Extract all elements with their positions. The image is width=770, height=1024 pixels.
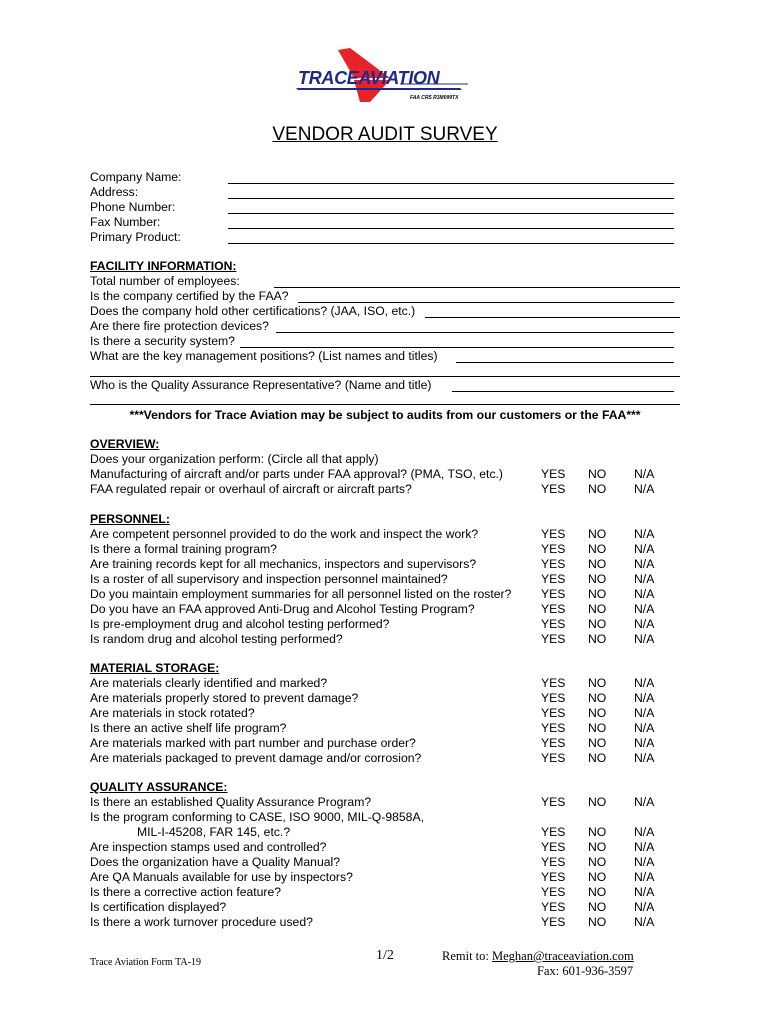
answer-yes[interactable]: YES bbox=[541, 855, 566, 869]
answer-na[interactable]: N/A bbox=[634, 557, 655, 571]
remit-label: Remit to: bbox=[442, 949, 492, 963]
answer-yes[interactable]: YES bbox=[541, 915, 566, 929]
security-line[interactable] bbox=[240, 347, 674, 348]
answer-no[interactable]: NO bbox=[588, 676, 607, 690]
answer-no[interactable]: NO bbox=[588, 915, 607, 929]
answer-no[interactable]: NO bbox=[588, 855, 607, 869]
material-question: Are materials in stock rotated? bbox=[90, 706, 255, 720]
answer-yes[interactable]: YES bbox=[541, 706, 566, 720]
material-question: Are materials packaged to prevent damage and/or corrosion? bbox=[90, 751, 422, 765]
personnel-question: Are competent personnel provided to do the work and inspect the work? bbox=[90, 527, 479, 541]
qa-rep-line-2[interactable] bbox=[90, 404, 680, 405]
answer-no[interactable]: NO bbox=[588, 721, 607, 735]
answer-na[interactable]: N/A bbox=[634, 795, 655, 809]
answer-no[interactable]: NO bbox=[588, 602, 607, 616]
fax-number: Fax: 601-936-3597 bbox=[537, 964, 634, 978]
personnel-question: Do you have an FAA approved Anti-Drug and Alcohol Testing Program? bbox=[90, 602, 475, 616]
answer-no[interactable]: NO bbox=[588, 825, 607, 839]
answer-na[interactable]: N/A bbox=[634, 691, 655, 705]
material-question: Is there an active shelf life program? bbox=[90, 721, 287, 735]
answer-no[interactable]: NO bbox=[588, 617, 607, 631]
facility-qa-rep: Who is the Quality Assurance Representative? (Name and title) bbox=[90, 378, 432, 392]
personnel-heading: PERSONNEL: bbox=[90, 512, 170, 526]
overview-intro: Does your organization perform: (Circle all that apply) bbox=[90, 452, 379, 466]
form-number: Trace Aviation Form TA-19 bbox=[90, 957, 201, 968]
answer-na[interactable]: N/A bbox=[634, 721, 655, 735]
answer-na[interactable]: N/A bbox=[634, 885, 655, 899]
fire-line[interactable] bbox=[276, 332, 674, 333]
answer-yes[interactable]: YES bbox=[541, 885, 566, 899]
qa-question: Is there an established Quality Assurance Program? bbox=[90, 795, 372, 809]
answer-yes[interactable]: YES bbox=[541, 840, 566, 854]
field-label-phone: Phone Number: bbox=[90, 200, 176, 214]
answer-yes[interactable]: YES bbox=[541, 676, 566, 690]
answer-yes[interactable]: YES bbox=[541, 572, 566, 586]
qa-rep-line[interactable] bbox=[452, 391, 674, 392]
facility-faa: Is the company certified by the FAA? bbox=[90, 289, 289, 303]
remit-email-link[interactable]: Meghan@traceaviation.com bbox=[492, 949, 634, 963]
answer-yes[interactable]: YES bbox=[541, 542, 566, 556]
field-label-address: Address: bbox=[90, 185, 139, 199]
product-line[interactable] bbox=[228, 243, 674, 244]
answer-yes[interactable]: YES bbox=[541, 527, 566, 541]
qa-question: Is certification displayed? bbox=[90, 900, 227, 914]
answer-yes[interactable]: YES bbox=[541, 736, 566, 750]
facility-security: Is there a security system? bbox=[90, 334, 235, 348]
answer-na[interactable]: N/A bbox=[634, 706, 655, 720]
answer-na[interactable]: N/A bbox=[634, 602, 655, 616]
personnel-question: Do you maintain employment summaries for all personnel listed on the roster? bbox=[90, 587, 512, 601]
answer-na[interactable]: N/A bbox=[634, 751, 655, 765]
employees-line[interactable] bbox=[274, 287, 680, 288]
personnel-question: Is pre-employment drug and alcohol testing performed? bbox=[90, 617, 390, 631]
material-question: Are materials clearly identified and marked? bbox=[90, 676, 328, 690]
answer-no[interactable]: NO bbox=[588, 467, 607, 481]
overview-question: FAA regulated repair or overhaul of aircraft or aircraft parts? bbox=[90, 482, 412, 496]
answer-na[interactable]: N/A bbox=[634, 855, 655, 869]
management-line[interactable] bbox=[456, 362, 674, 363]
personnel-question: Is random drug and alcohol testing performed? bbox=[90, 632, 343, 646]
answer-no[interactable]: NO bbox=[588, 736, 607, 750]
answer-yes[interactable]: YES bbox=[541, 825, 566, 839]
answer-no[interactable]: NO bbox=[588, 587, 607, 601]
qa-question: Does the organization have a Quality Manual? bbox=[90, 855, 340, 869]
field-label-product: Primary Product: bbox=[90, 230, 181, 244]
answer-yes[interactable]: YES bbox=[541, 602, 566, 616]
logo-certificate: FAA CRS R3M099TX bbox=[410, 95, 459, 101]
answer-na[interactable]: N/A bbox=[634, 542, 655, 556]
trace-aviation-logo bbox=[290, 44, 480, 114]
answer-yes[interactable]: YES bbox=[541, 721, 566, 735]
management-line-2[interactable] bbox=[90, 376, 680, 377]
field-label-company: Company Name: bbox=[90, 170, 182, 184]
answer-na[interactable]: N/A bbox=[634, 870, 655, 884]
answer-na[interactable]: N/A bbox=[634, 467, 655, 481]
answer-yes[interactable]: YES bbox=[541, 632, 566, 646]
answer-no[interactable]: NO bbox=[588, 557, 607, 571]
answer-no[interactable]: NO bbox=[588, 542, 607, 556]
answer-yes[interactable]: YES bbox=[541, 587, 566, 601]
facility-employees: Total number of employees: bbox=[90, 274, 240, 288]
answer-no[interactable]: NO bbox=[588, 840, 607, 854]
faa-line[interactable] bbox=[298, 302, 674, 303]
qa-question: Are QA Manuals available for use by inspectors? bbox=[90, 870, 353, 884]
qa-question: Is there a work turnover procedure used? bbox=[90, 915, 313, 929]
field-label-fax: Fax Number: bbox=[90, 215, 161, 229]
fax-line[interactable] bbox=[228, 228, 674, 229]
answer-na[interactable]: N/A bbox=[634, 840, 655, 854]
answer-no[interactable]: NO bbox=[588, 632, 607, 646]
answer-na[interactable]: N/A bbox=[634, 587, 655, 601]
material-question: Are materials properly stored to prevent damage? bbox=[90, 691, 359, 705]
answer-na[interactable]: N/A bbox=[634, 572, 655, 586]
overview-question: Manufacturing of aircraft and/or parts under FAA approval? (PMA, TSO, etc.) bbox=[90, 467, 503, 481]
answer-yes[interactable]: YES bbox=[541, 870, 566, 884]
personnel-question: Is a roster of all supervisory and inspection personnel maintained? bbox=[90, 572, 448, 586]
answer-no[interactable]: NO bbox=[588, 885, 607, 899]
answer-na[interactable]: N/A bbox=[634, 736, 655, 750]
answer-na[interactable]: N/A bbox=[634, 632, 655, 646]
facility-fire: Are there fire protection devices? bbox=[90, 319, 269, 333]
answer-yes[interactable]: YES bbox=[541, 691, 566, 705]
material-question: Are materials marked with part number and purchase order? bbox=[90, 736, 416, 750]
qa-question-continued: MIL-I-45208, FAR 145, etc.? bbox=[137, 825, 291, 839]
answer-na[interactable]: N/A bbox=[634, 915, 655, 929]
answer-no[interactable]: NO bbox=[588, 751, 607, 765]
facility-heading: FACILITY INFORMATION: bbox=[90, 259, 237, 273]
answer-yes[interactable]: YES bbox=[541, 795, 566, 809]
answer-yes[interactable]: YES bbox=[541, 467, 566, 481]
answer-no[interactable]: NO bbox=[588, 482, 607, 496]
answer-na[interactable]: N/A bbox=[634, 900, 655, 914]
answer-no[interactable]: NO bbox=[588, 572, 607, 586]
qa-question: Are inspection stamps used and controlled? bbox=[90, 840, 327, 854]
answer-yes[interactable]: YES bbox=[541, 751, 566, 765]
personnel-question: Is there a formal training program? bbox=[90, 542, 277, 556]
material-heading: MATERIAL STORAGE: bbox=[90, 661, 220, 675]
answer-no[interactable]: NO bbox=[588, 527, 607, 541]
logo-wordmark: TRACEAVIATION bbox=[298, 68, 440, 88]
page-number: 1/2 bbox=[376, 948, 394, 963]
answer-no[interactable]: NO bbox=[588, 795, 607, 809]
facility-certifications: Does the company hold other certifications? (JAA, ISO, etc.) bbox=[90, 304, 416, 318]
answer-yes[interactable]: YES bbox=[541, 900, 566, 914]
page-title: VENDOR AUDIT SURVEY bbox=[272, 124, 498, 145]
personnel-question: Are training records kept for all mechanics, inspectors and supervisors? bbox=[90, 557, 477, 571]
answer-na[interactable]: N/A bbox=[634, 482, 655, 496]
certifications-line[interactable] bbox=[425, 317, 680, 318]
answer-no[interactable]: NO bbox=[588, 900, 607, 914]
answer-yes[interactable]: YES bbox=[541, 482, 566, 496]
qa-question: Is there a corrective action feature? bbox=[90, 885, 282, 899]
facility-management: What are the key management positions? (List names and titles) bbox=[90, 349, 438, 363]
answer-na[interactable]: N/A bbox=[634, 527, 655, 541]
answer-na[interactable]: N/A bbox=[634, 676, 655, 690]
audit-notice: ***Vendors for Trace Aviation may be subject to audits from our customers or the FAA*** bbox=[129, 408, 641, 422]
phone-line[interactable] bbox=[228, 213, 674, 214]
answer-na[interactable]: N/A bbox=[634, 617, 655, 631]
answer-yes[interactable]: YES bbox=[541, 617, 566, 631]
answer-yes[interactable]: YES bbox=[541, 557, 566, 571]
address-line[interactable] bbox=[228, 198, 674, 199]
overview-heading: OVERVIEW: bbox=[90, 437, 160, 451]
qa-question: Is the program conforming to CASE, ISO 9000, MIL-Q-9858A, bbox=[90, 810, 424, 824]
company-name-line[interactable] bbox=[228, 183, 674, 184]
remit-to bbox=[442, 949, 634, 964]
answer-no[interactable]: NO bbox=[588, 691, 607, 705]
answer-no[interactable]: NO bbox=[588, 870, 607, 884]
qa-heading: QUALITY ASSURANCE: bbox=[90, 780, 228, 794]
answer-no[interactable]: NO bbox=[588, 706, 607, 720]
answer-na[interactable]: N/A bbox=[634, 825, 655, 839]
